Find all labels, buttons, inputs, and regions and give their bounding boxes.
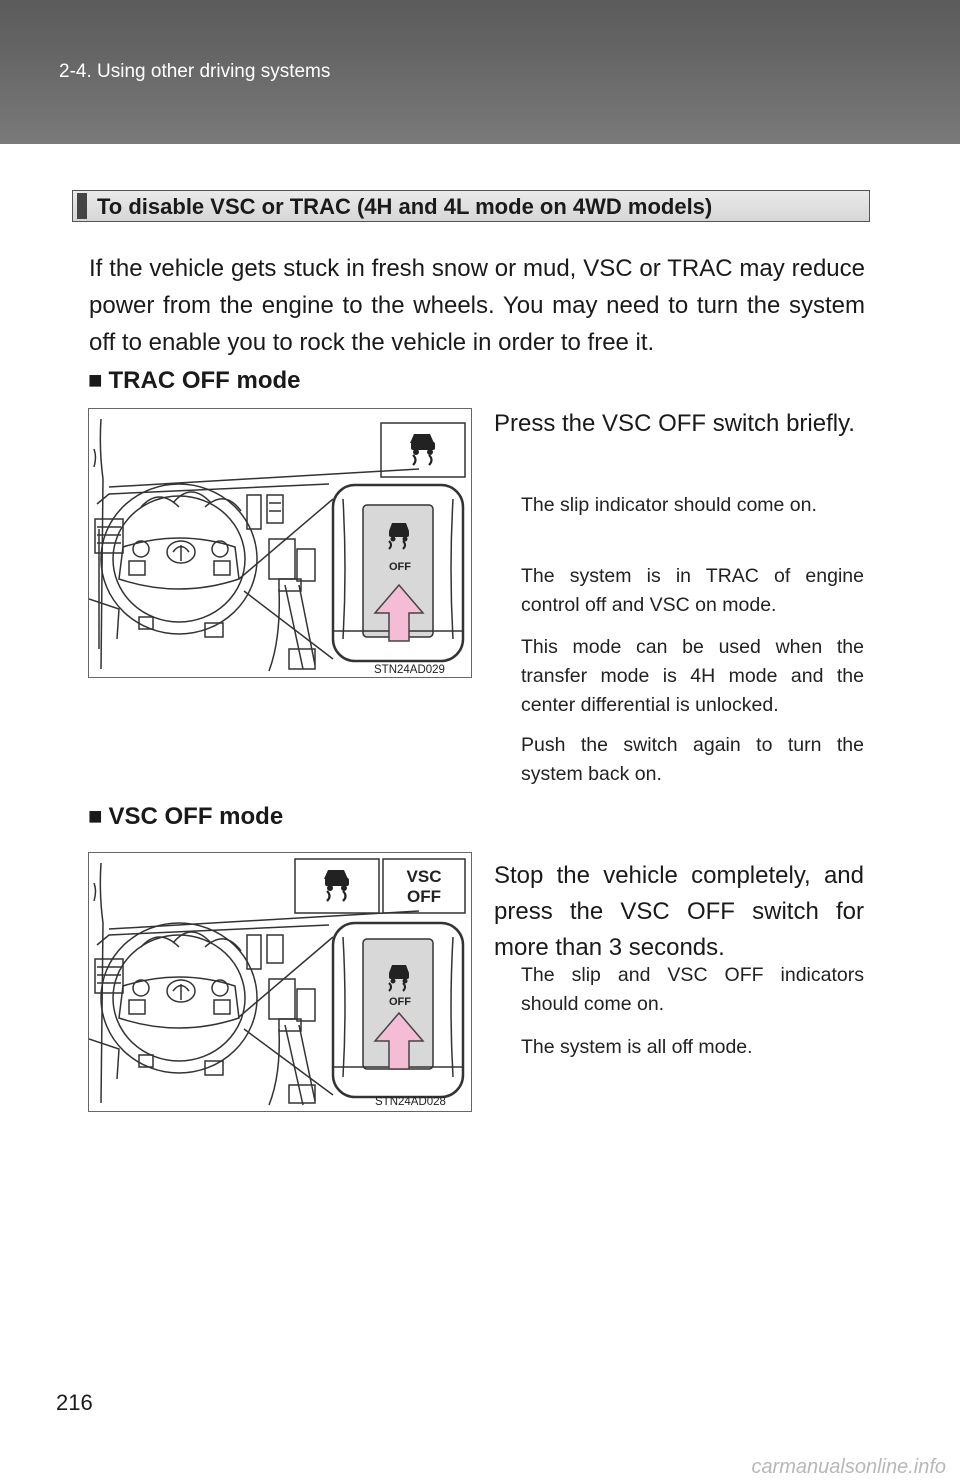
section-title-box bbox=[72, 190, 870, 222]
trac-note-1: The slip indicator should come on. bbox=[521, 494, 817, 516]
bullet-square-icon: ■ bbox=[88, 367, 103, 394]
section-header-title: 2-4. Using other driving systems bbox=[59, 61, 331, 82]
watermark: carmanualsonline.info bbox=[751, 1456, 946, 1478]
vsc-off-heading bbox=[88, 803, 283, 831]
vsc-note-2: The system is all off mode. bbox=[521, 1036, 753, 1058]
intro-paragraph: If the vehicle gets stuck in fresh snow or mud, VSC or TRAC may reduce power from the engine to the wheels. You may need to turn the system off to enable you to rock the vehicle in order to free it. bbox=[89, 255, 865, 356]
trac-off-heading bbox=[88, 367, 301, 395]
vsc-off-instruction: Stop the vehicle completely, and press the VSC OFF switch for more than 3 seconds. bbox=[494, 862, 864, 961]
figure-code: STN24AD029 bbox=[374, 664, 445, 676]
section-title: To disable VSC or TRAC (4H and 4L mode on 4WD models) bbox=[97, 194, 713, 219]
page-number: 216 bbox=[56, 1390, 93, 1415]
trac-off-instruction: Press the VSC OFF switch briefly. bbox=[494, 410, 855, 437]
vsc-indicator-line2: OFF bbox=[407, 887, 441, 906]
dashboard-illustration-icon bbox=[89, 853, 471, 1111]
vsc-off-heading-text: VSC OFF mode bbox=[108, 803, 284, 830]
switch-off-label: OFF bbox=[389, 561, 411, 573]
switch-off-label: OFF bbox=[389, 996, 411, 1008]
dashboard-illustration-icon bbox=[89, 409, 471, 677]
trac-off-heading-text: TRAC OFF mode bbox=[108, 367, 301, 394]
vsc-indicator-line1: VSC bbox=[406, 867, 442, 886]
bullet-square-icon: ■ bbox=[88, 803, 103, 830]
trac-note-4: Push the switch again to turn the system back on. bbox=[521, 734, 864, 785]
trac-note-2: The system is in TRAC of engine control off and VSC on mode. bbox=[521, 565, 864, 616]
trac-off-figure bbox=[88, 408, 472, 678]
vsc-note-1: The slip and VSC OFF indicators should come on. bbox=[521, 964, 864, 1015]
header-band bbox=[0, 0, 960, 144]
vsc-off-figure bbox=[88, 852, 472, 1112]
trac-note-3: This mode can be used when the transfer mode is 4H mode and the center differential is unlocked. bbox=[521, 636, 864, 716]
section-title-marker bbox=[77, 193, 87, 219]
figure-code: STN24AD028 bbox=[375, 1096, 446, 1108]
